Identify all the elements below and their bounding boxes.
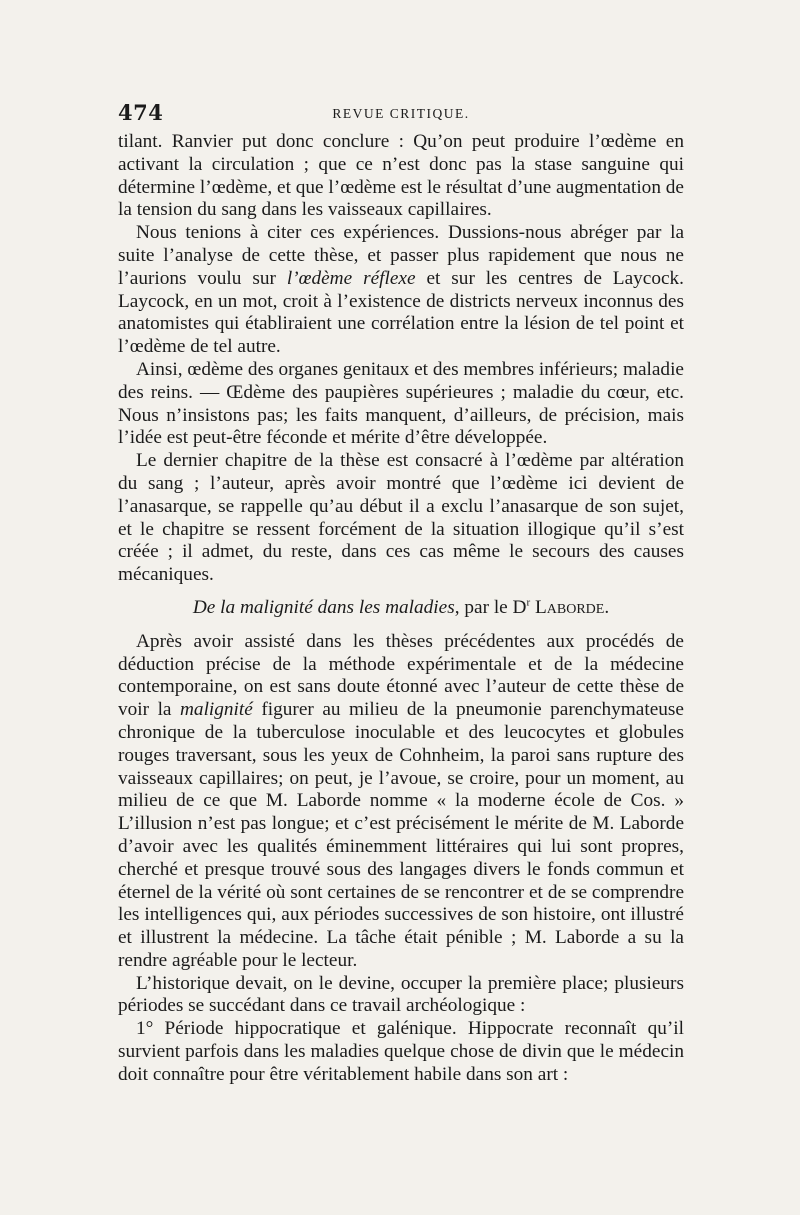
paragraph [118,1018,684,1086]
text-run: figurer au milieu de la pneumonie parenchymateuse chronique de la tuberculose inoculable et des leucocytes et globules rouges traversant, sous les yeux de Cohnheim, la paroi sans rupture des vaisseaux capillaires; on peut, je l’avoue, se croire, pour un moment, au milieu de ce que M. Laborde nomme « la moderne école de Cos. » L’illusion n’est pas longue; et c’est précisément le mérite de M. Laborde d’avoir avec les qualités éminemment littéraires qui lui sont propres, cherché et presque trouvé sous des langages divers le fonds commun et éternel de la vérité où sont certaines de se rencontrer et de se comprendre les intelligences qui, aux périodes successives de son histoire, ont illustré et illustrent la médecine. La tâche était pénible ; M. Laborde a su la rendre agréable pour le lecteur. [118,699,684,971]
paragraph [118,973,684,1019]
section-title-end: . [604,596,610,618]
article-section-oedeme [118,131,684,587]
page-number: 474 [118,100,164,125]
section-title-author: Laborde [534,596,605,618]
italic-phrase: malignité [180,699,253,721]
section-title-dr-sup: r [526,596,531,609]
text-run: Le dernier chapitre de la thèse est consacré à l’œdème par altération du sang ; l’auteur, après avoir montré que l’œdème ici devient de l’anasarque, se rappelle qu’au début il a exclu l’anasarque de son sujet, et le chapitre se ressent forcément de la situation illogique qu’il s’est créée ; il admet, du reste, dans ces cas même le secours des causes mécaniques. [118,450,684,586]
running-head: REVUE CRITIQUE. [332,106,470,121]
text-run: Nous tenions à citer ces expériences. Dussions-nous abréger par la suite l’analyse de cette thèse, et passer plus rapidement que nous ne l’aurions voulu sur [118,222,684,289]
section-title-by: , par le D [454,596,527,618]
paragraph [118,450,684,587]
text-run: Ainsi, œdème des organes genitaux et des membres inférieurs; maladie des reins. — Œdème des paupières supérieures ; maladie du cœur, etc. Nous n’insistons pas; les faits manquent, d’ailleurs, de précision, mais l’idée est peut-être féconde et mérite d’être développée. [118,358,684,449]
section-title [118,597,684,620]
article-section-malignite [118,631,684,1087]
text-run: tilant. Ranvier put donc conclure : Qu’on peut produire l’œdème en activant la circulation ; que ce n’est donc pas la stase sanguine qui détermine l’œdème, et que l’œdème est le résultat d’une augmentation de la tension du sang dans les vaisseaux capillaires. [118,131,684,221]
body-text [118,131,684,1087]
paragraph [118,131,684,222]
paragraph [118,222,684,359]
section-title-italic: De la malignité dans les maladies [192,596,455,618]
paragraph [118,631,684,973]
text-run: 1° Période hippocratique et galénique. Hippocrate reconnaît qu’il survient parfois dans les maladies quelque chose de divin que le médecin doit connaître pour être véritablement habile dans son art : [118,1018,684,1085]
text-run: L’historique devait, on le devine, occuper la première place; plusieurs périodes se succédant dans ce travail archéologique : [118,972,684,1017]
italic-phrase: l’œdème réflexe [286,267,416,289]
page-header [118,100,684,128]
paragraph [118,359,684,450]
text-run: Après avoir assisté dans les thèses précédentes aux procédés de déduction précise de la méthode expérimentale et de la médecine contemporaine, on est sans doute étonné avec l’auteur de cette thèse de voir la [118,630,684,721]
text-run: et sur les centres de Laycock. Laycock, en un mot, croit à l’existence de districts nerveux inconnus des anatomistes qui établiraient une corrélation entre la lésion de tel point et l’œdème de tel autre. [118,267,685,358]
